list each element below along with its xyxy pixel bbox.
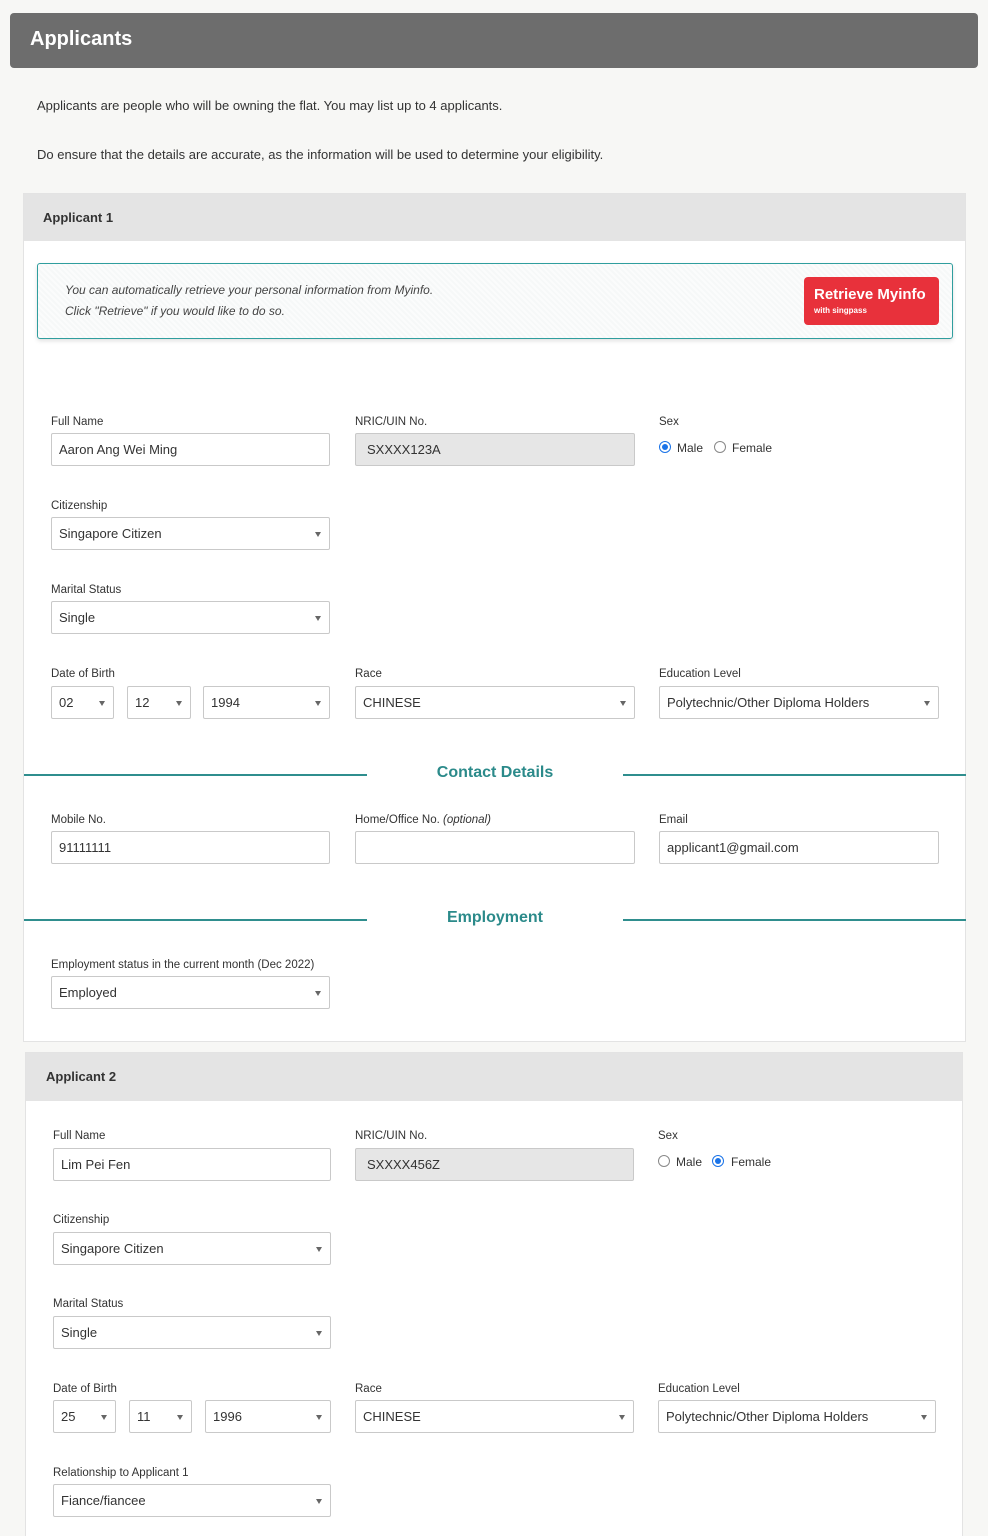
nric-input: SXXXX456Z xyxy=(355,1148,634,1181)
marital-status-label: Marital Status xyxy=(51,584,122,596)
contact-details-title: Contact Details xyxy=(436,764,554,781)
myinfo-banner xyxy=(37,263,953,339)
race-label: Race xyxy=(355,668,382,680)
optional-tag: (optional) xyxy=(443,814,491,826)
mobile-label: Mobile No. xyxy=(51,814,106,826)
sex-female-label: Female xyxy=(732,441,773,455)
relationship-label: Relationship to Applicant 1 xyxy=(53,1467,189,1479)
citizenship-label: Citizenship xyxy=(51,500,108,512)
nric-label: NRIC/UIN No. xyxy=(355,416,428,428)
sex-female-radio[interactable] xyxy=(714,441,726,453)
relationship-select[interactable]: Fiance/fiancee xyxy=(53,1484,331,1517)
sex-label: Sex xyxy=(659,416,679,428)
race-select[interactable]: CHINESE xyxy=(355,1400,634,1433)
dob-day-select[interactable]: 02 xyxy=(51,686,114,719)
education-level-label: Education Level xyxy=(658,1383,740,1395)
retrieve-myinfo-button[interactable] xyxy=(804,277,939,325)
full-name-label: Full Name xyxy=(53,1130,106,1142)
sex-male-radio[interactable] xyxy=(659,441,671,453)
employment-status-select[interactable]: Employed xyxy=(51,976,330,1009)
employment-title: Employment xyxy=(446,909,543,926)
education-level-select[interactable]: Polytechnic/Other Diploma Holders xyxy=(659,686,939,719)
home-office-input[interactable] xyxy=(355,831,635,864)
sex-male-label: Male xyxy=(677,441,704,455)
race-select[interactable]: CHINESE xyxy=(355,686,635,719)
full-name-label: Full Name xyxy=(51,416,104,428)
education-level-select[interactable]: Polytechnic/Other Diploma Holders xyxy=(658,1400,936,1433)
applicant-1-panel xyxy=(23,193,966,1042)
citizenship-label: Citizenship xyxy=(53,1214,110,1226)
dob-label: Date of Birth xyxy=(53,1383,117,1395)
email-input[interactable]: applicant1@gmail.com xyxy=(659,831,939,864)
marital-status-select[interactable]: Single xyxy=(53,1316,331,1349)
email-label: Email xyxy=(659,814,688,826)
myinfo-text-1: You can automatically retrieve your personal information from Myinfo. xyxy=(65,283,434,297)
education-level-label: Education Level xyxy=(659,668,741,680)
applicant-2-heading: Applicant 2 xyxy=(26,1053,962,1101)
employment-divider-left xyxy=(24,919,367,921)
marital-status-select[interactable]: Single xyxy=(51,601,330,634)
home-office-label xyxy=(355,814,491,826)
myinfo-text-2: Click "Retrieve" if you would like to do so. xyxy=(65,304,285,318)
applicant-1-heading: Applicant 1 xyxy=(24,194,965,241)
dob-year-select[interactable]: 1994 xyxy=(203,686,330,719)
full-name-input[interactable]: Aaron Ang Wei Ming xyxy=(51,433,330,466)
nric-label: NRIC/UIN No. xyxy=(355,1130,428,1142)
dob-month-select[interactable]: 12 xyxy=(127,686,191,719)
dob-month-select[interactable]: 11 xyxy=(129,1400,192,1433)
dob-label: Date of Birth xyxy=(51,668,115,680)
sex-male-radio[interactable] xyxy=(658,1155,670,1167)
citizenship-select[interactable]: Singapore Citizen xyxy=(51,517,330,550)
contact-divider-left xyxy=(24,774,367,776)
citizenship-select[interactable]: Singapore Citizen xyxy=(53,1232,331,1265)
nric-input: SXXXX123A xyxy=(355,433,635,466)
contact-divider-right xyxy=(623,774,966,776)
mobile-input[interactable]: 91111111 xyxy=(51,831,330,864)
sex-female-label: Female xyxy=(731,1155,772,1169)
employment-status-label: Employment status in the current month (Dec 2022) xyxy=(51,959,315,971)
full-name-input[interactable]: Lim Pei Fen xyxy=(53,1148,331,1181)
intro-text-2: Do ensure that the details are accurate, as the information will be used to determine your eligibility. xyxy=(37,147,604,162)
home-office-label-text: Home/Office No. xyxy=(355,814,440,826)
retrieve-myinfo-label: Retrieve Myinfo xyxy=(814,286,926,303)
sex-male-label: Male xyxy=(676,1155,703,1169)
marital-status-label: Marital Status xyxy=(53,1298,124,1310)
employment-divider-right xyxy=(623,919,966,921)
dob-year-select[interactable]: 1996 xyxy=(205,1400,331,1433)
race-label: Race xyxy=(355,1383,382,1395)
sex-label: Sex xyxy=(658,1130,678,1142)
dob-day-select[interactable]: 25 xyxy=(53,1400,116,1433)
page-header xyxy=(10,13,978,68)
applicant-2-panel xyxy=(25,1052,963,1536)
page-title: Applicants xyxy=(30,28,133,50)
singpass-sublabel: with singpass xyxy=(814,306,867,315)
sex-female-radio[interactable] xyxy=(712,1155,724,1167)
intro-text-1: Applicants are people who will be owning the flat. You may list up to 4 applicants. xyxy=(37,98,503,113)
